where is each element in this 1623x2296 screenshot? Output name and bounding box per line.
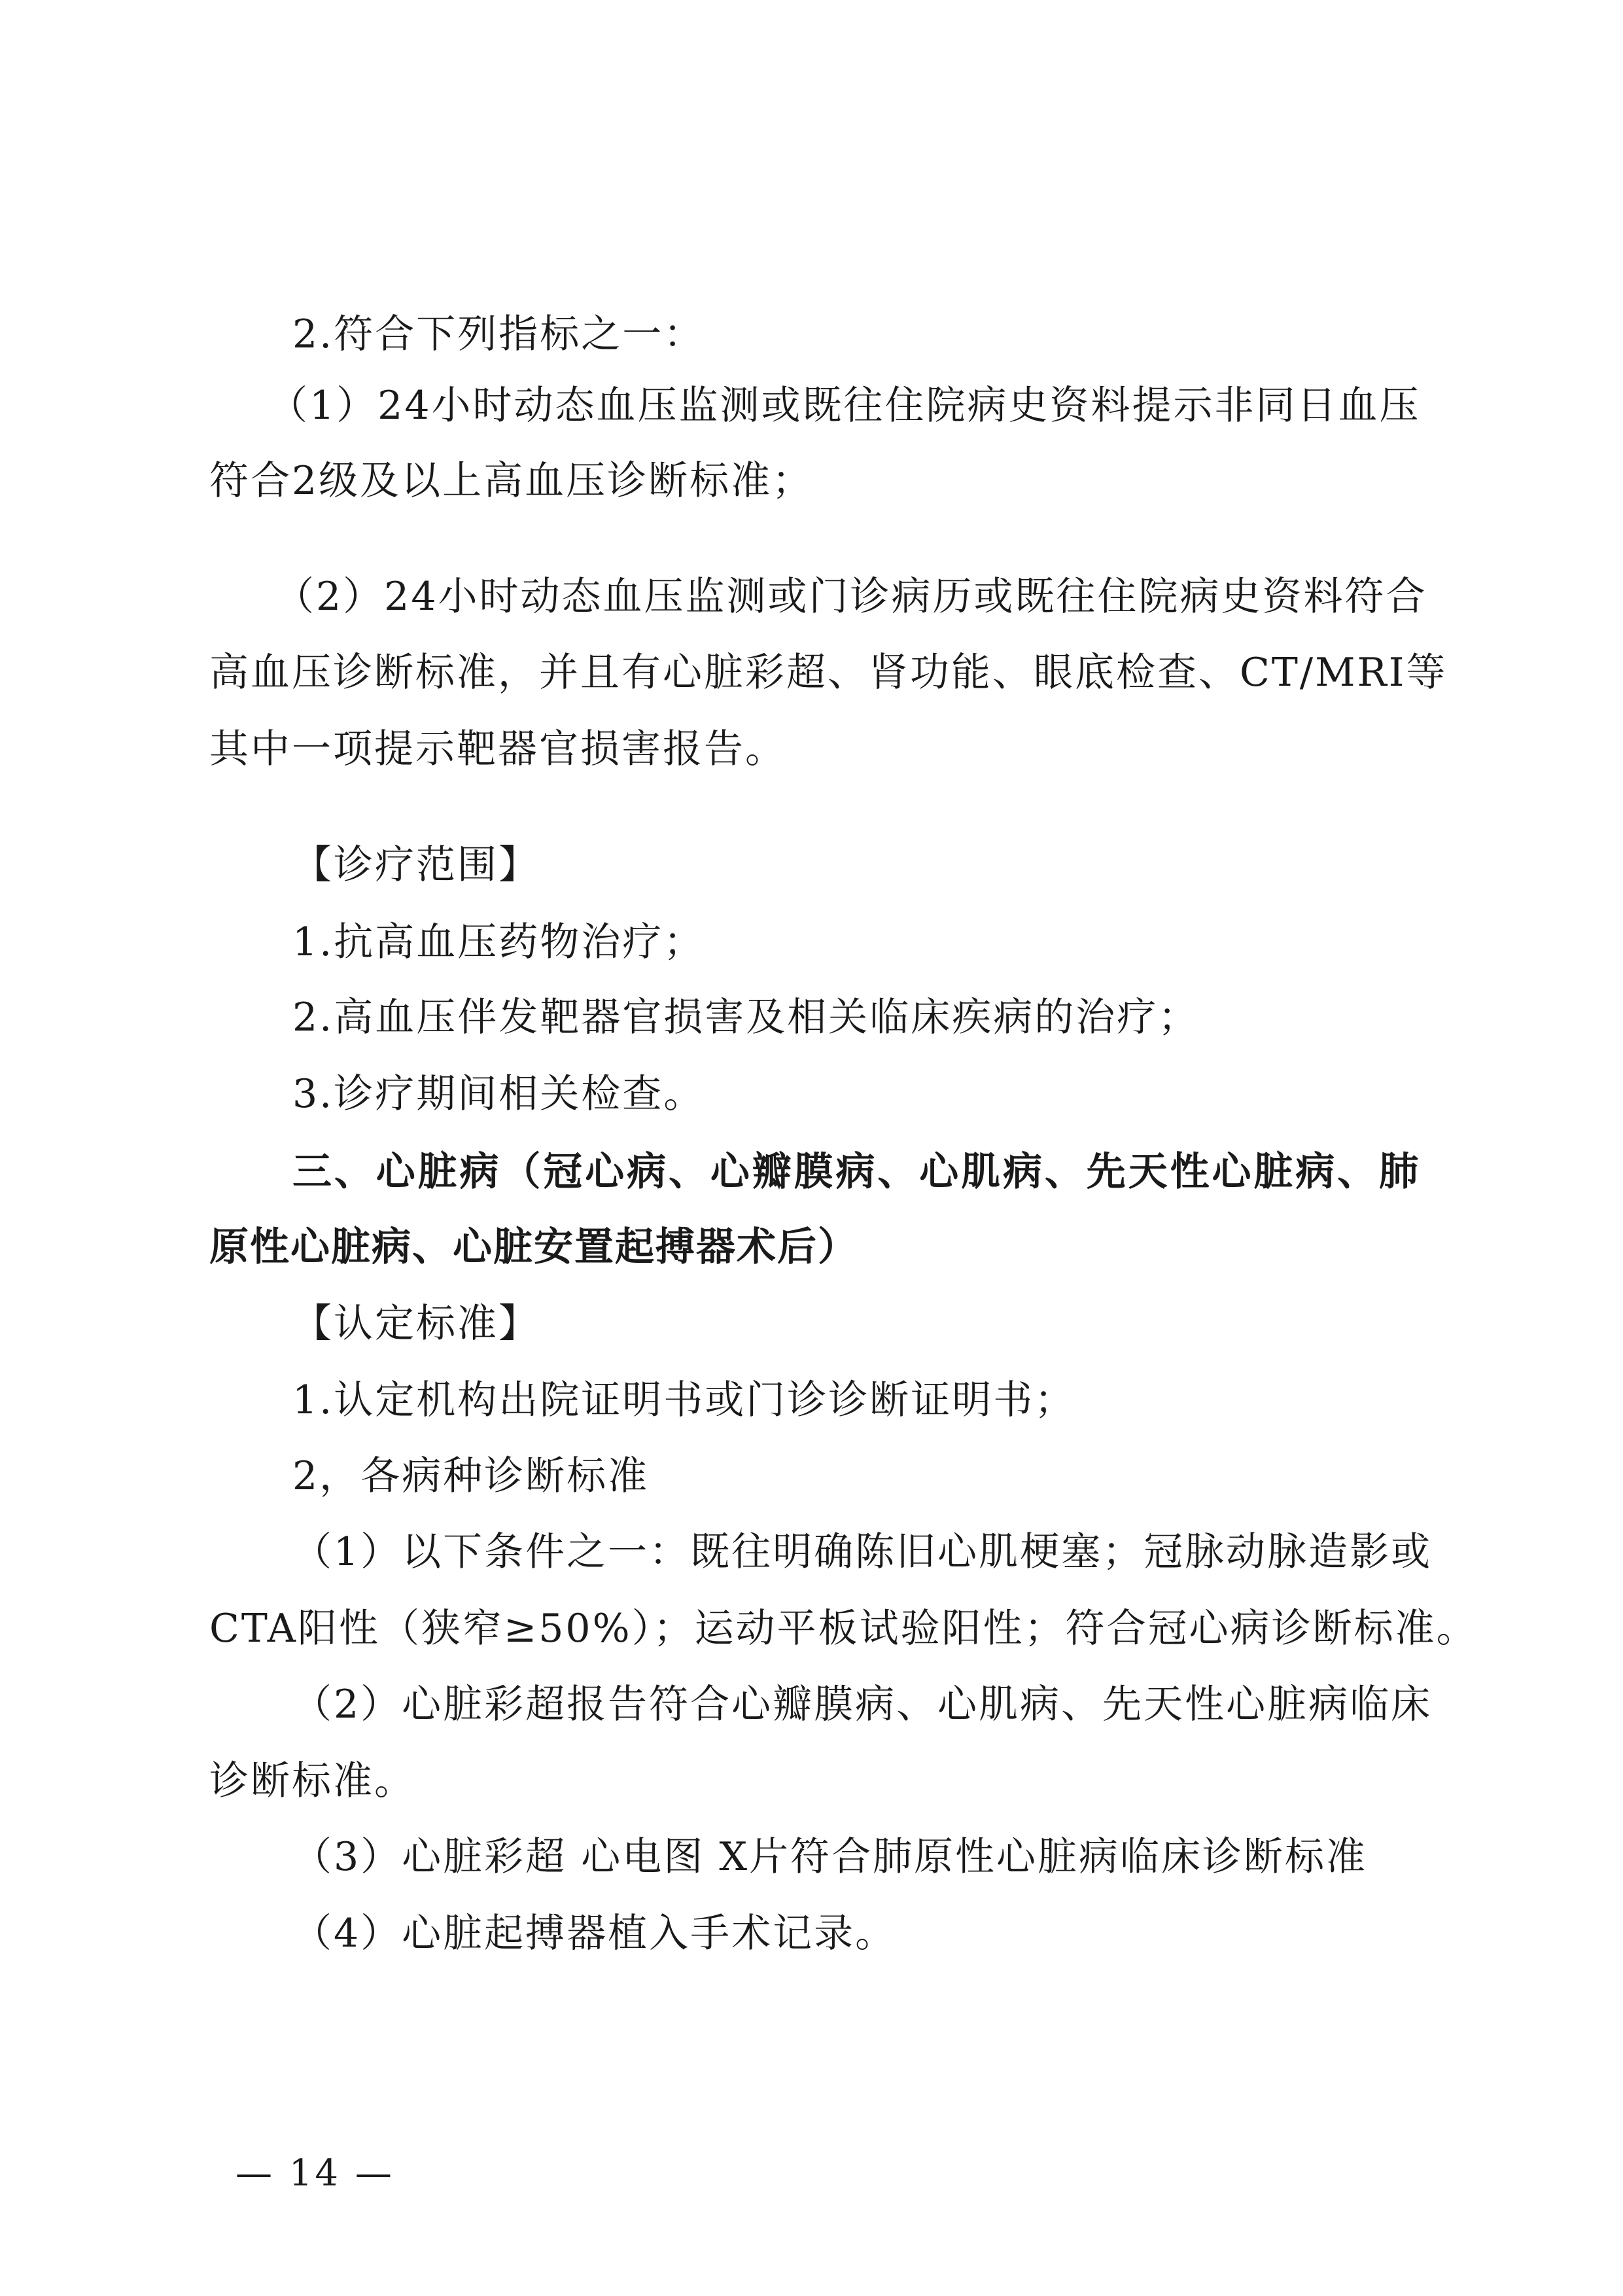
text-line: （2）心脏彩超报告符合心瓣膜病、心肌病、先天性心脏病临床	[292, 1682, 1433, 1727]
text-line: （1）24小时动态血压监测或既往住院病史资料提示非同日血压	[268, 383, 1421, 429]
text-line: 2，各病种诊断标准	[292, 1453, 650, 1499]
text-line: （2）24小时动态血压监测或门诊病历或既往住院病史资料符合	[275, 574, 1427, 620]
text-line: 高血压诊断标准，并且有心脏彩超、肾功能、眼底检查、CT/MRI等	[209, 650, 1448, 696]
text-line: （3）心脏彩超 心电图 X片符合肺原性心脏病临床诊断标准	[292, 1834, 1368, 1880]
page-number: — 14 —	[236, 2152, 394, 2195]
text-line: （1）以下条件之一：既往明确陈旧心肌梗塞；冠脉动脉造影或	[292, 1529, 1433, 1575]
text-line: 诊断标准。	[209, 1758, 415, 1804]
text-line: 符合2级及以上高血压诊断标准；	[209, 458, 814, 504]
text-line: 2.符合下列指标之一：	[292, 311, 705, 357]
text-line: 2.高血压伴发靶器官损害及相关临床疾病的治疗；	[292, 995, 1200, 1040]
text-line: 3.诊疗期间相关检查。	[292, 1071, 705, 1117]
text-line: 1.认定机构出院证明书或门诊诊断证明书；	[292, 1377, 1076, 1423]
section-heading: 【诊疗范围】	[292, 842, 540, 888]
text-line: CTA阳性（狭窄≥50%）；运动平板试验阳性；符合冠心病诊断标准。	[209, 1606, 1478, 1651]
text-line: 1.抗高血压药物治疗；	[292, 919, 705, 965]
chapter-heading: 原性心脏病、心脏安置起搏器术后）	[209, 1224, 858, 1270]
section-heading: 【认定标准】	[292, 1301, 540, 1347]
text-line: 其中一项提示靶器官损害报告。	[209, 726, 786, 772]
text-line: （4）心脏起搏器植入手术记录。	[292, 1911, 897, 1956]
chapter-heading: 三、心脏病（冠心病、心瓣膜病、心肌病、先天性心脏病、肺	[292, 1149, 1420, 1195]
